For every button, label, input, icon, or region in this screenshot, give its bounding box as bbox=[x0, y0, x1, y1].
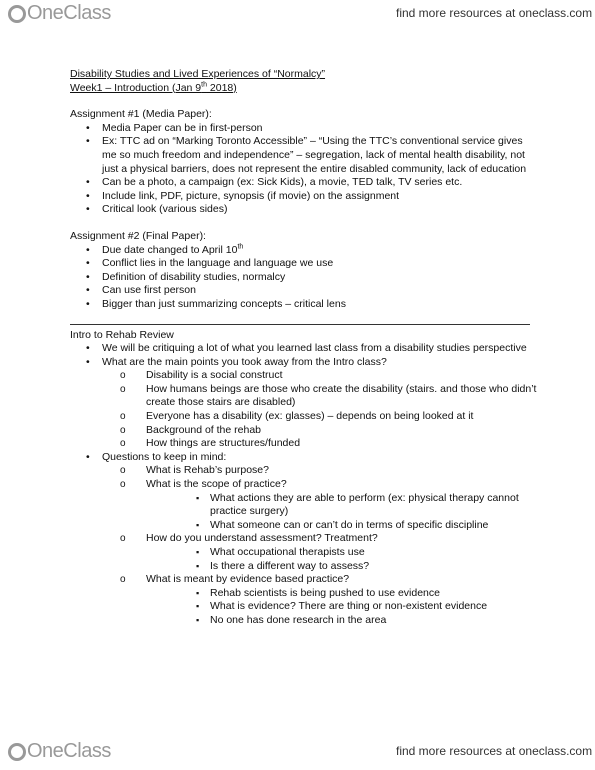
sub-sub-list-item: ▪ What is evidence? There are thing or non-existent evidence bbox=[146, 600, 540, 614]
sub-sub-list-item: ▪ Is there a different way to assess? bbox=[146, 560, 540, 574]
oneclass-logo bbox=[8, 2, 111, 25]
list-item: • Conflict lies in the language and language we use bbox=[70, 257, 540, 271]
sub-sub-list-item: ▪ No one has done research in the area bbox=[146, 614, 540, 628]
list-item: • Include link, PDF, picture, synopsis (if movie) on the assignment bbox=[70, 190, 540, 204]
sub-list bbox=[102, 464, 540, 627]
list-item: • Definition of disability studies, normalcy bbox=[70, 271, 540, 285]
document-body bbox=[70, 68, 540, 628]
sub-list-item: o How humans beings are those who create the disability (stairs. and those who didn’t create those stairs are disabled) bbox=[102, 383, 540, 410]
sub-list-item: o Disability is a social construct bbox=[102, 369, 540, 383]
sub-sub-list bbox=[146, 546, 540, 573]
sub-list-item: o What is meant by evidence based practice? ▪ Rehab scientists is being pushed to use evidence ▪ What is evidence? There are thing or non-existent evidence ▪ No one has done research in the area bbox=[102, 573, 540, 627]
sub-sub-list-item: ▪ What someone can or can’t do in terms of specific discipline bbox=[146, 519, 540, 533]
assignment1-heading: Assignment #1 (Media Paper): bbox=[70, 108, 212, 121]
logo-text: OneClass bbox=[27, 740, 111, 762]
sub-list bbox=[102, 369, 540, 451]
sub-sub-list-item: ▪ Rehab scientists is being pushed to use evidence bbox=[146, 587, 540, 601]
logo-circle-icon bbox=[8, 5, 26, 23]
list-item: • Media Paper can be in first-person bbox=[70, 122, 540, 136]
list-item: • We will be critiquing a lot of what you learned last class from a disability studies perspective bbox=[70, 342, 540, 356]
intro-list bbox=[70, 342, 540, 627]
header-tagline[interactable]: find more resources at oneclass.com bbox=[396, 6, 593, 20]
footer-tagline[interactable]: find more resources at oneclass.com bbox=[396, 744, 593, 758]
list-item: • Bigger than just summarizing concepts – critical lens bbox=[70, 298, 540, 312]
section-divider bbox=[70, 324, 530, 325]
doc-title: Disability Studies and Lived Experiences of “Normalcy” bbox=[70, 68, 326, 80]
intro-heading: Intro to Rehab Review bbox=[70, 328, 174, 341]
assignment1-list bbox=[70, 122, 540, 217]
sub-list-item: o How things are structures/funded bbox=[102, 437, 540, 451]
assignment2-heading: Assignment #2 (Final Paper): bbox=[70, 229, 206, 242]
sub-list-item: o What is the scope of practice? ▪ What actions they are able to perform (ex: physical therapy cannot practice surgery) ▪ What someone can or can’t do in terms of specific discipline bbox=[102, 478, 540, 532]
logo-circle-icon bbox=[8, 743, 26, 761]
list-item: • What are the main points you took away from the Intro class? o Disability is a social construct o How humans beings are those who create the disability (stairs. and those who didn’t create those stairs are disabled) o Everyone has a disability (ex: glasses) – depends on being looked at it o Background of the rehab o How things are structures/funded bbox=[70, 356, 540, 451]
logo-text: OneClass bbox=[27, 2, 111, 24]
week-heading: Week1 – Introduction (Jan 9th 2018) bbox=[70, 81, 237, 94]
oneclass-logo-footer bbox=[8, 740, 111, 763]
list-item: • Ex: TTC ad on “Marking Toronto Accessible” – “Using the TTC’s conventional service gives me so much freedom and independence” – segregation, lack of mental health disability, not just a physical barriers, does not represent the entire disabled community, lack of education bbox=[70, 135, 540, 176]
sub-list-item: o Everyone has a disability (ex: glasses) – depends on being looked at it bbox=[102, 410, 540, 424]
sub-sub-list-item: ▪ What actions they are able to perform (ex: physical therapy cannot practice surgery) bbox=[146, 492, 540, 519]
sub-list-item: o Background of the rehab bbox=[102, 424, 540, 438]
sub-sub-list bbox=[146, 587, 540, 628]
sub-list-item: o What is Rehab’s purpose? bbox=[102, 464, 540, 478]
list-item: • Questions to keep in mind: o What is Rehab’s purpose? o What is the scope of practice? ▪ What actions they are able to perform (ex: physical therapy cannot practice surgery) ▪ What someone can or can’t do in terms of specific discipline o How do you understand assessment? Treatment? ▪ What occupational therapists use ▪ Is there a different way to assess? o What is meant by evidence based practice? ▪ Rehab scientists is being pushed to use evidence ▪ What is evidence? There are thing or non-existent evidence ▪ No one has done research in the area bbox=[70, 451, 540, 628]
list-item: • Can be a photo, a campaign (ex: Sick Kids), a movie, TED talk, TV series etc. bbox=[70, 176, 540, 190]
list-item: • Due date changed to April 10th bbox=[70, 244, 540, 258]
sub-sub-list bbox=[146, 492, 540, 533]
list-item: • Critical look (various sides) bbox=[70, 203, 540, 217]
sub-list-item: o How do you understand assessment? Treatment? ▪ What occupational therapists use ▪ Is there a different way to assess? bbox=[102, 532, 540, 573]
sub-sub-list-item: ▪ What occupational therapists use bbox=[146, 546, 540, 560]
assignment2-list bbox=[70, 244, 540, 312]
list-item: • Can use first person bbox=[70, 284, 540, 298]
